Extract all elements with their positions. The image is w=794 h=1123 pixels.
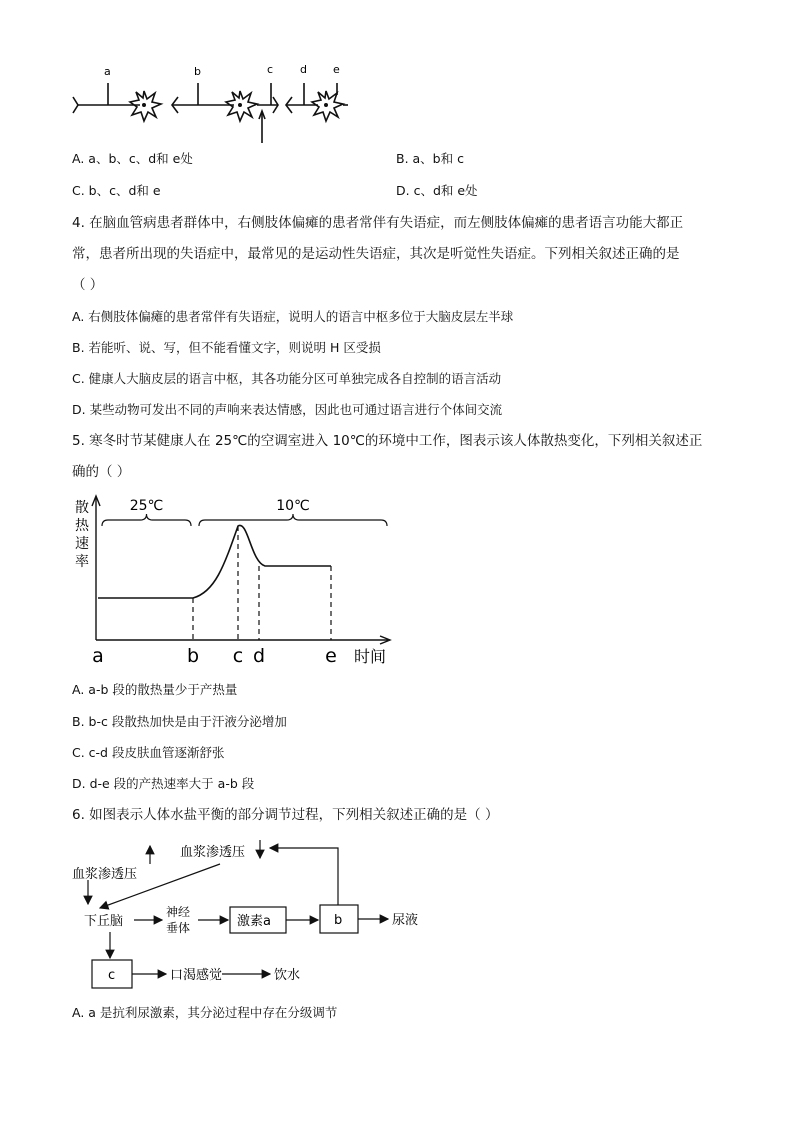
water-salt-diagram — [70, 832, 440, 997]
q4-option-a: A. 右侧肢体偏瘫的患者常伴有失语症，说明人的语言中枢多位于大脑皮层左半球 — [72, 309, 514, 324]
y-axis-label-2: 热 — [75, 518, 89, 534]
thirst-label: 口渴感觉 — [170, 968, 223, 983]
hypothalamus-label: 下丘脑 — [84, 914, 124, 929]
urine-label: 尿液 — [392, 913, 419, 928]
box-c-label: c — [108, 968, 116, 983]
q3-option-a: A. a、b、c、d和 e处 — [72, 151, 193, 166]
q4-option-b: B. 若能听、说、写，但不能看懂文字，则说明 H 区受损 — [72, 340, 381, 355]
phase-label-1: 10℃ — [276, 498, 310, 514]
series-line — [98, 525, 331, 598]
x-tick-b: b — [186, 645, 200, 667]
q4-stem-line-3: （ ） — [72, 277, 104, 293]
x-tick-e: e — [325, 645, 337, 667]
heat-dissipation-chart — [60, 490, 400, 670]
neuron-label-a: a — [104, 65, 111, 78]
q4-stem-line-1: 4. 在脑血管病患者群体中，右侧肢体偏瘫的患者常伴有失语症，而左侧肢体偏瘫的患者语言功能大都正 — [72, 215, 684, 231]
box-b-label: b — [334, 913, 343, 928]
neuron-label-c: c — [267, 63, 274, 76]
phase-label-0: 25℃ — [129, 498, 164, 514]
q3-option-b: B. a、b和 c — [396, 151, 464, 166]
q6-option-a: A. a 是抗利尿激素，其分泌过程中存在分级调节 — [72, 1005, 338, 1020]
x-tick-a: a — [92, 645, 104, 667]
phase-brace-0 — [102, 514, 191, 526]
x-tick-c: c — [232, 645, 244, 667]
phase-brace-1 — [199, 514, 387, 526]
q4-option-d: D. 某些动物可发出不同的声响来表达情感，因此也可通过语言进行个体间交流 — [72, 402, 503, 417]
y-axis-label-3: 速 — [75, 536, 89, 552]
q5-stem-line-1: 5. 寒冬时节某健康人在 25℃的空调室进入 10℃的环境中工作，图表示该人体散热变化，下列相关叙述正 — [72, 433, 703, 449]
x-axis-label: 时间 — [354, 647, 387, 666]
q5-option-c: C. c-d 段皮肤血管逐渐舒张 — [72, 745, 225, 760]
y-axis-label-4: 率 — [75, 554, 89, 570]
q3-option-c: C. b、c、d和 e — [72, 183, 161, 198]
q4-stem-line-2: 常，患者所出现的失语症中，最常见的是运动性失语症，其次是听觉性失语症。下列相关叙述正确的是 — [72, 246, 680, 262]
q6-stem: 6. 如图表示人体水盐平衡的部分调节过程，下列相关叙述正确的是（ ） — [72, 807, 499, 823]
q4-option-c: C. 健康人大脑皮层的语言中枢，其各功能分区可单独完成各自控制的语言活动 — [72, 371, 502, 386]
neuron-diagram — [60, 55, 360, 150]
q3-option-d: D. c、d和 e处 — [396, 183, 478, 198]
q5-option-a: A. a-b 段的散热量少于产热量 — [72, 682, 238, 697]
x-tick-d: d — [252, 645, 266, 667]
hormone-a-label: 激素a — [237, 914, 271, 929]
drink-label: 饮水 — [274, 968, 301, 983]
neuron-label-b: b — [194, 65, 201, 78]
plasma-osmotic-left: 血浆渗透压 — [72, 867, 138, 882]
q5-option-d: D. d-e 段的产热速率大于 a-b 段 — [72, 776, 255, 791]
q5-stem-line-2: 确的（ ） — [72, 464, 131, 480]
pituitary-label-1: 神经 — [166, 905, 191, 919]
q5-option-b: B. b-c 段散热加快是由于汗液分泌增加 — [72, 714, 287, 729]
plasma-osmotic-top: 血浆渗透压 — [180, 845, 246, 860]
pituitary-label-2: 垂体 — [166, 921, 191, 935]
neuron-label-d: d — [300, 63, 307, 76]
neuron-label-e: e — [333, 63, 340, 76]
y-axis-label-1: 散 — [75, 500, 89, 516]
